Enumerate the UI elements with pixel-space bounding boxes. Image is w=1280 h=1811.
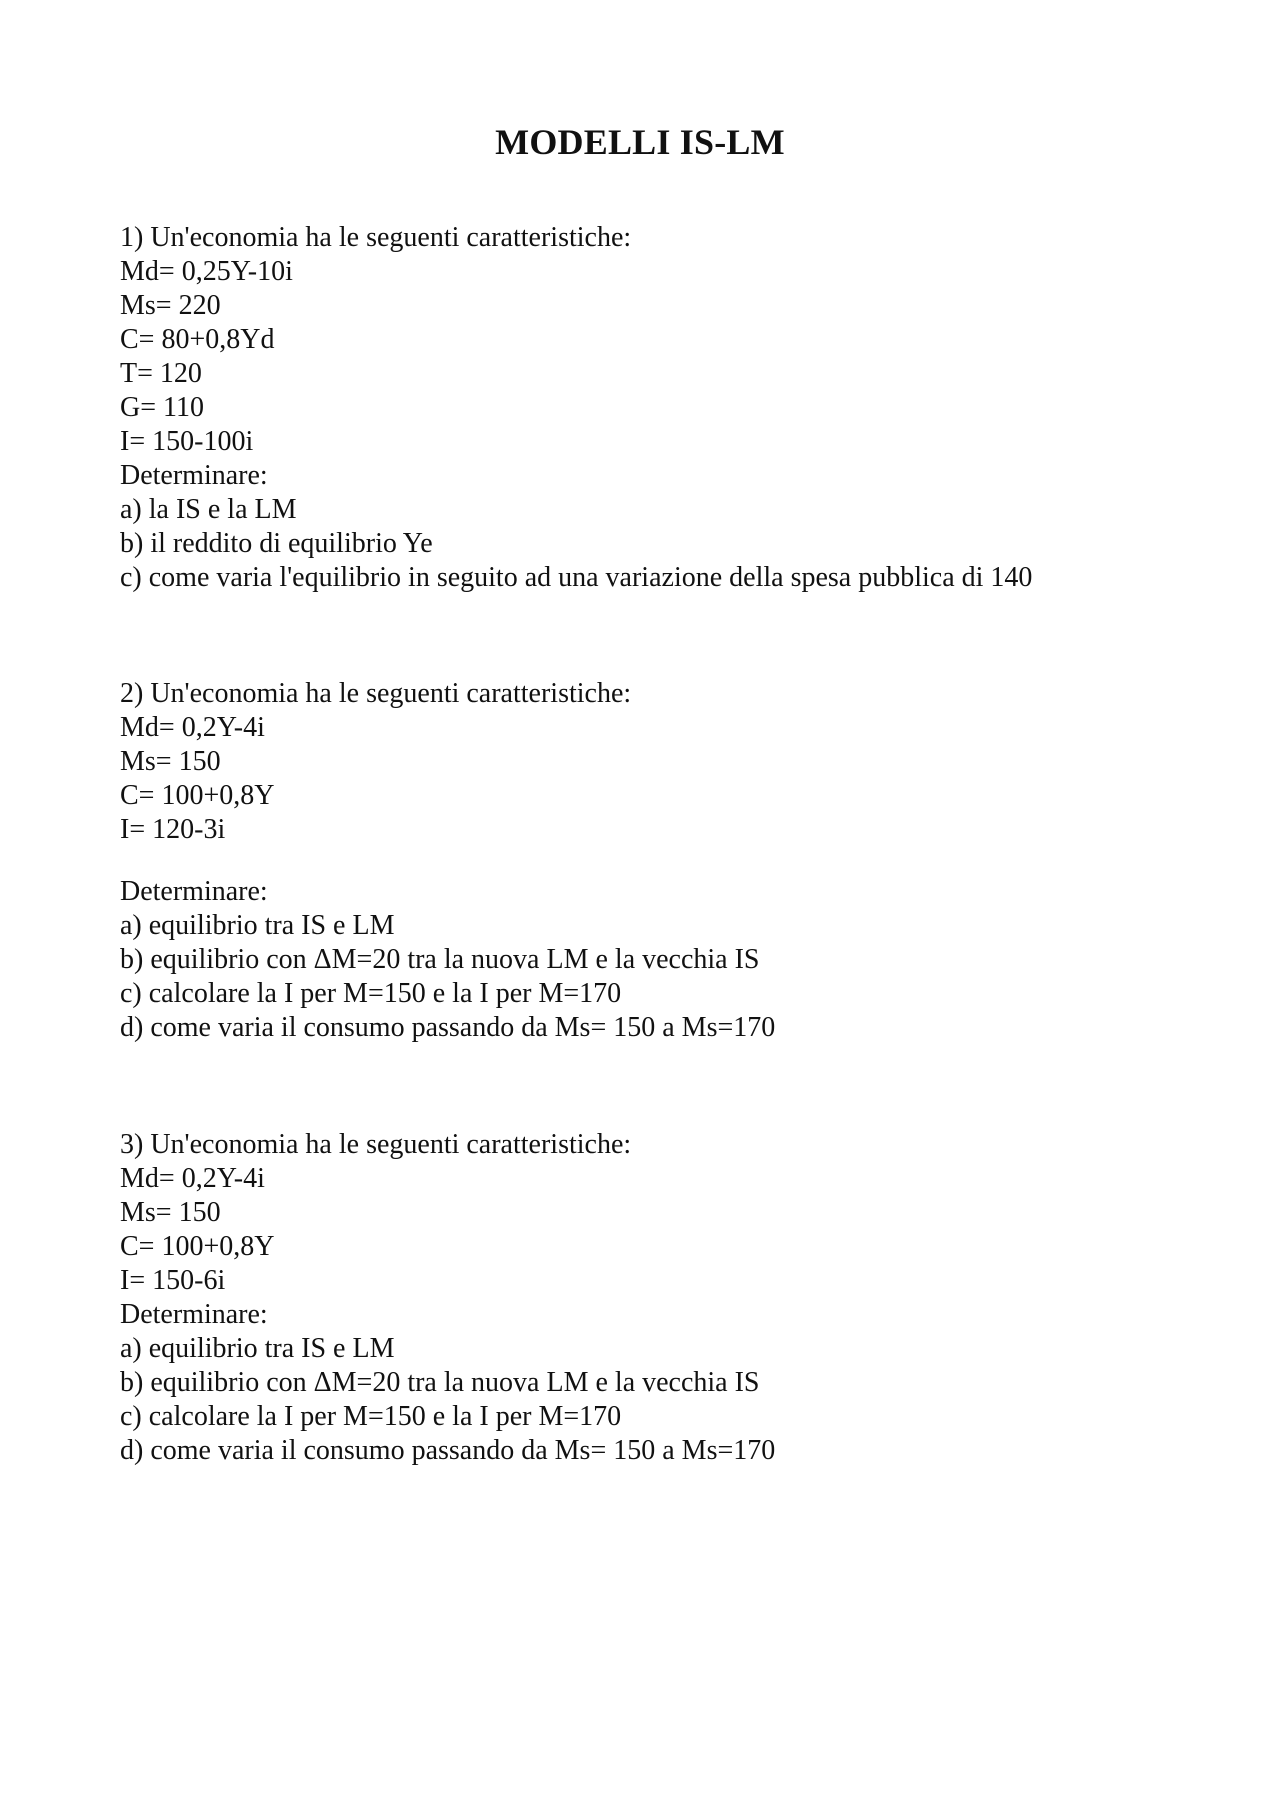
question-a: a) equilibrio tra IS e LM: [120, 1333, 395, 1364]
question-b: b) equilibrio con ΔM=20 tra la nuova LM e la vecchia IS: [120, 1367, 760, 1398]
data-line-money-supply: Ms= 220: [120, 290, 221, 321]
question-a: a) la IS e la LM: [120, 494, 297, 525]
data-line-consumption: C= 80+0,8Yd: [120, 324, 275, 355]
exercise-intro: 1) Un'economia ha le seguenti caratteristiche:: [120, 222, 632, 253]
question-b: b) equilibrio con ΔM=20 tra la nuova LM e la vecchia IS: [120, 944, 760, 975]
data-line-investment: I= 150-6i: [120, 1265, 226, 1296]
exercise-1: [120, 221, 1180, 595]
page-title: MODELLI IS-LM: [495, 122, 785, 162]
data-line-investment: I= 120-3i: [120, 814, 226, 845]
task-label: Determinare:: [120, 876, 268, 907]
exercise-intro: 3) Un'economia ha le seguenti caratteristiche:: [120, 1129, 632, 1160]
task-label: Determinare:: [120, 460, 268, 491]
question-c: c) come varia l'equilibrio in seguito ad una variazione della spesa pubblica di 140: [120, 562, 1033, 593]
data-line-money-demand: Md= 0,2Y-4i: [120, 712, 265, 743]
data-line-money-demand: Md= 0,25Y-10i: [120, 256, 293, 287]
question-c: c) calcolare la I per M=150 e la I per M=170: [120, 978, 622, 1009]
question-d: d) come varia il consumo passando da Ms= 150 a Ms=170: [120, 1435, 776, 1466]
data-line-taxes: T= 120: [120, 358, 202, 389]
data-line-consumption: C= 100+0,8Y: [120, 780, 275, 811]
question-d: d) come varia il consumo passando da Ms= 150 a Ms=170: [120, 1012, 776, 1043]
spacer: [120, 847, 1180, 875]
data-line-money-supply: Ms= 150: [120, 746, 221, 777]
data-line-money-demand: Md= 0,2Y-4i: [120, 1163, 265, 1194]
exercise-2: [120, 677, 1180, 1045]
data-line-government-spending: G= 110: [120, 392, 204, 423]
exercise-intro: 2) Un'economia ha le seguenti caratteristiche:: [120, 678, 632, 709]
question-a: a) equilibrio tra IS e LM: [120, 910, 395, 941]
task-label: Determinare:: [120, 1299, 268, 1330]
data-line-investment: I= 150-100i: [120, 426, 254, 457]
question-b: b) il reddito di equilibrio Ye: [120, 528, 433, 559]
exercise-3: [120, 1128, 1180, 1468]
data-line-money-supply: Ms= 150: [120, 1197, 221, 1228]
data-line-consumption: C= 100+0,8Y: [120, 1231, 275, 1262]
question-c: c) calcolare la I per M=150 e la I per M=170: [120, 1401, 622, 1432]
